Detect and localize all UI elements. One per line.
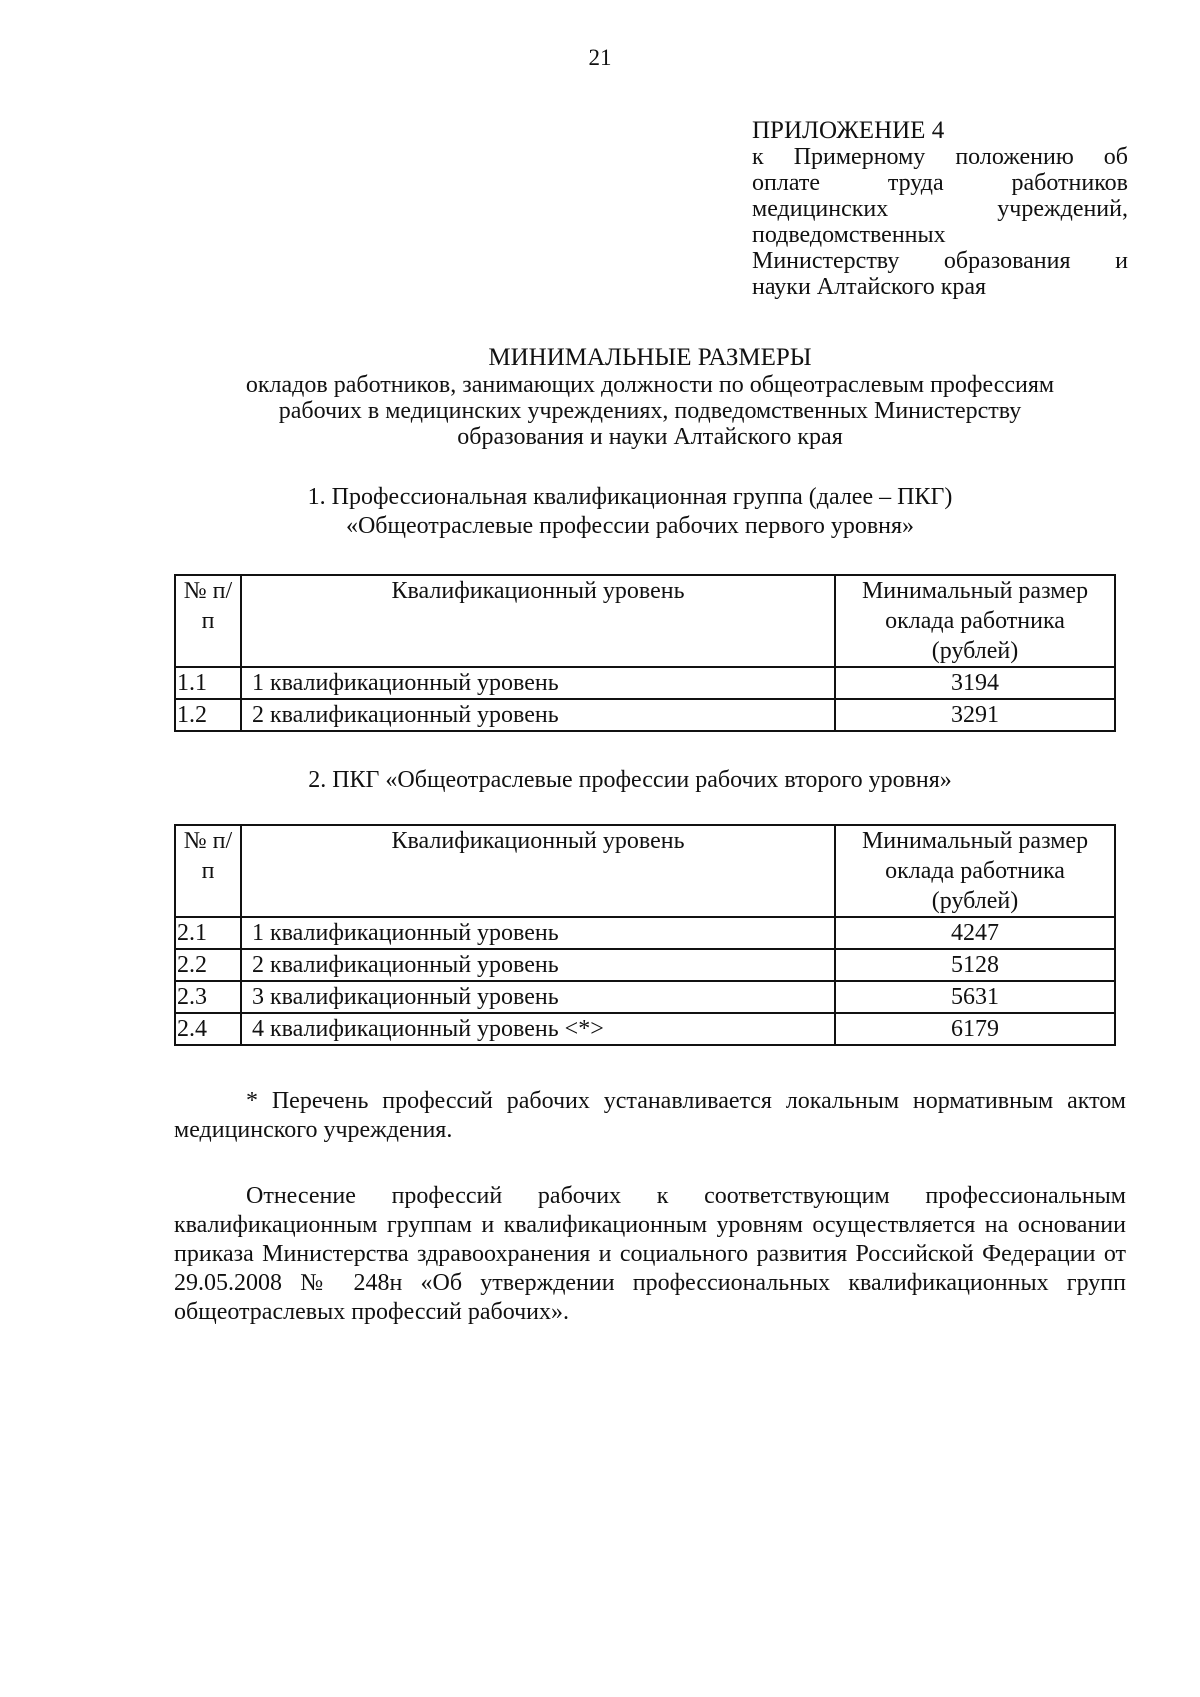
document-subtitle-line: рабочих в медицинских учреждениях, подведомственных Министерству xyxy=(278,398,1022,424)
row-amount: 4247 xyxy=(835,917,1115,949)
header-num: № п/п xyxy=(175,825,241,917)
page-number: 21 xyxy=(588,45,612,70)
annex-line: оплате труда работников xyxy=(752,170,1128,196)
row-num: 1.1 xyxy=(175,667,241,699)
document-subtitle-line: образования и науки Алтайского края xyxy=(457,424,843,450)
row-amount: 6179 xyxy=(835,1013,1115,1045)
document-title: МИНИМАЛЬНЫЕ РАЗМЕРЫ xyxy=(488,344,812,371)
group1-table xyxy=(174,574,1116,732)
row-level: 2 квалификационный уровень xyxy=(241,949,835,981)
closing-paragraph: Отнесение профессий рабочих к соответствующим профессиональным квалификационным группам и квалификационным уровням осуществляется на основании приказа Министерства здравоохранения и социального развития Российской Федерации от 29.05.2008 № 248н «Об утверждении профессиональных квалификационных групп общеотраслевых профессий рабочих». xyxy=(174,1183,1126,1325)
table-row xyxy=(175,1013,1115,1045)
header-amount: Минимальный размер оклада работника (рублей) xyxy=(835,575,1115,667)
table-row xyxy=(175,699,1115,731)
annex-line: Министерству образования и xyxy=(752,248,1128,274)
footnote: * Перечень профессий рабочих устанавливается локальным нормативным актом медицинского учреждения. xyxy=(174,1088,1126,1143)
row-num: 2.3 xyxy=(175,981,241,1013)
row-amount: 5128 xyxy=(835,949,1115,981)
header-level: Квалификационный уровень xyxy=(241,825,835,917)
group1-title-line: «Общеотраслевые профессии рабочих первого уровня» xyxy=(345,513,915,539)
group2-table xyxy=(174,824,1116,1046)
table-header-row xyxy=(175,825,1115,917)
table-row xyxy=(175,949,1115,981)
table-row xyxy=(175,917,1115,949)
annex-line: к Примерному положению об xyxy=(752,144,1128,170)
group1-title xyxy=(130,483,1130,541)
document-subtitle-line: окладов работников, занимающих должности по общеотраслевым профессиям xyxy=(245,372,1055,398)
row-num: 1.2 xyxy=(175,699,241,731)
row-level: 3 квалификационный уровень xyxy=(241,981,835,1013)
annex-line: науки Алтайского края xyxy=(752,274,987,300)
row-level: 1 квалификационный уровень xyxy=(241,667,835,699)
table-row xyxy=(175,667,1115,699)
annex-line: подведомственных xyxy=(752,222,946,248)
group1-title-line: 1. Профессиональная квалификационная группа (далее – ПКГ) xyxy=(307,484,953,510)
row-amount: 5631 xyxy=(835,981,1115,1013)
header-amount: Минимальный размер оклада работника (рублей) xyxy=(835,825,1115,917)
row-amount: 3291 xyxy=(835,699,1115,731)
table-row xyxy=(175,981,1115,1013)
header-num: № п/п xyxy=(175,575,241,667)
document-heading xyxy=(150,344,1150,450)
row-level: 2 квалификационный уровень xyxy=(241,699,835,731)
row-num: 2.1 xyxy=(175,917,241,949)
header-level: Квалификационный уровень xyxy=(241,575,835,667)
row-level: 1 квалификационный уровень xyxy=(241,917,835,949)
annex-line: медицинских учреждений, xyxy=(752,196,1128,222)
row-amount: 3194 xyxy=(835,667,1115,699)
row-num: 2.2 xyxy=(175,949,241,981)
row-level: 4 квалификационный уровень <*> xyxy=(241,1013,835,1045)
annex-title: ПРИЛОЖЕНИЕ 4 xyxy=(752,117,945,144)
group2-title: 2. ПКГ «Общеотраслевые профессии рабочих второго уровня» xyxy=(308,767,952,793)
annex-block xyxy=(752,118,1128,300)
table-header-row xyxy=(175,575,1115,667)
row-num: 2.4 xyxy=(175,1013,241,1045)
